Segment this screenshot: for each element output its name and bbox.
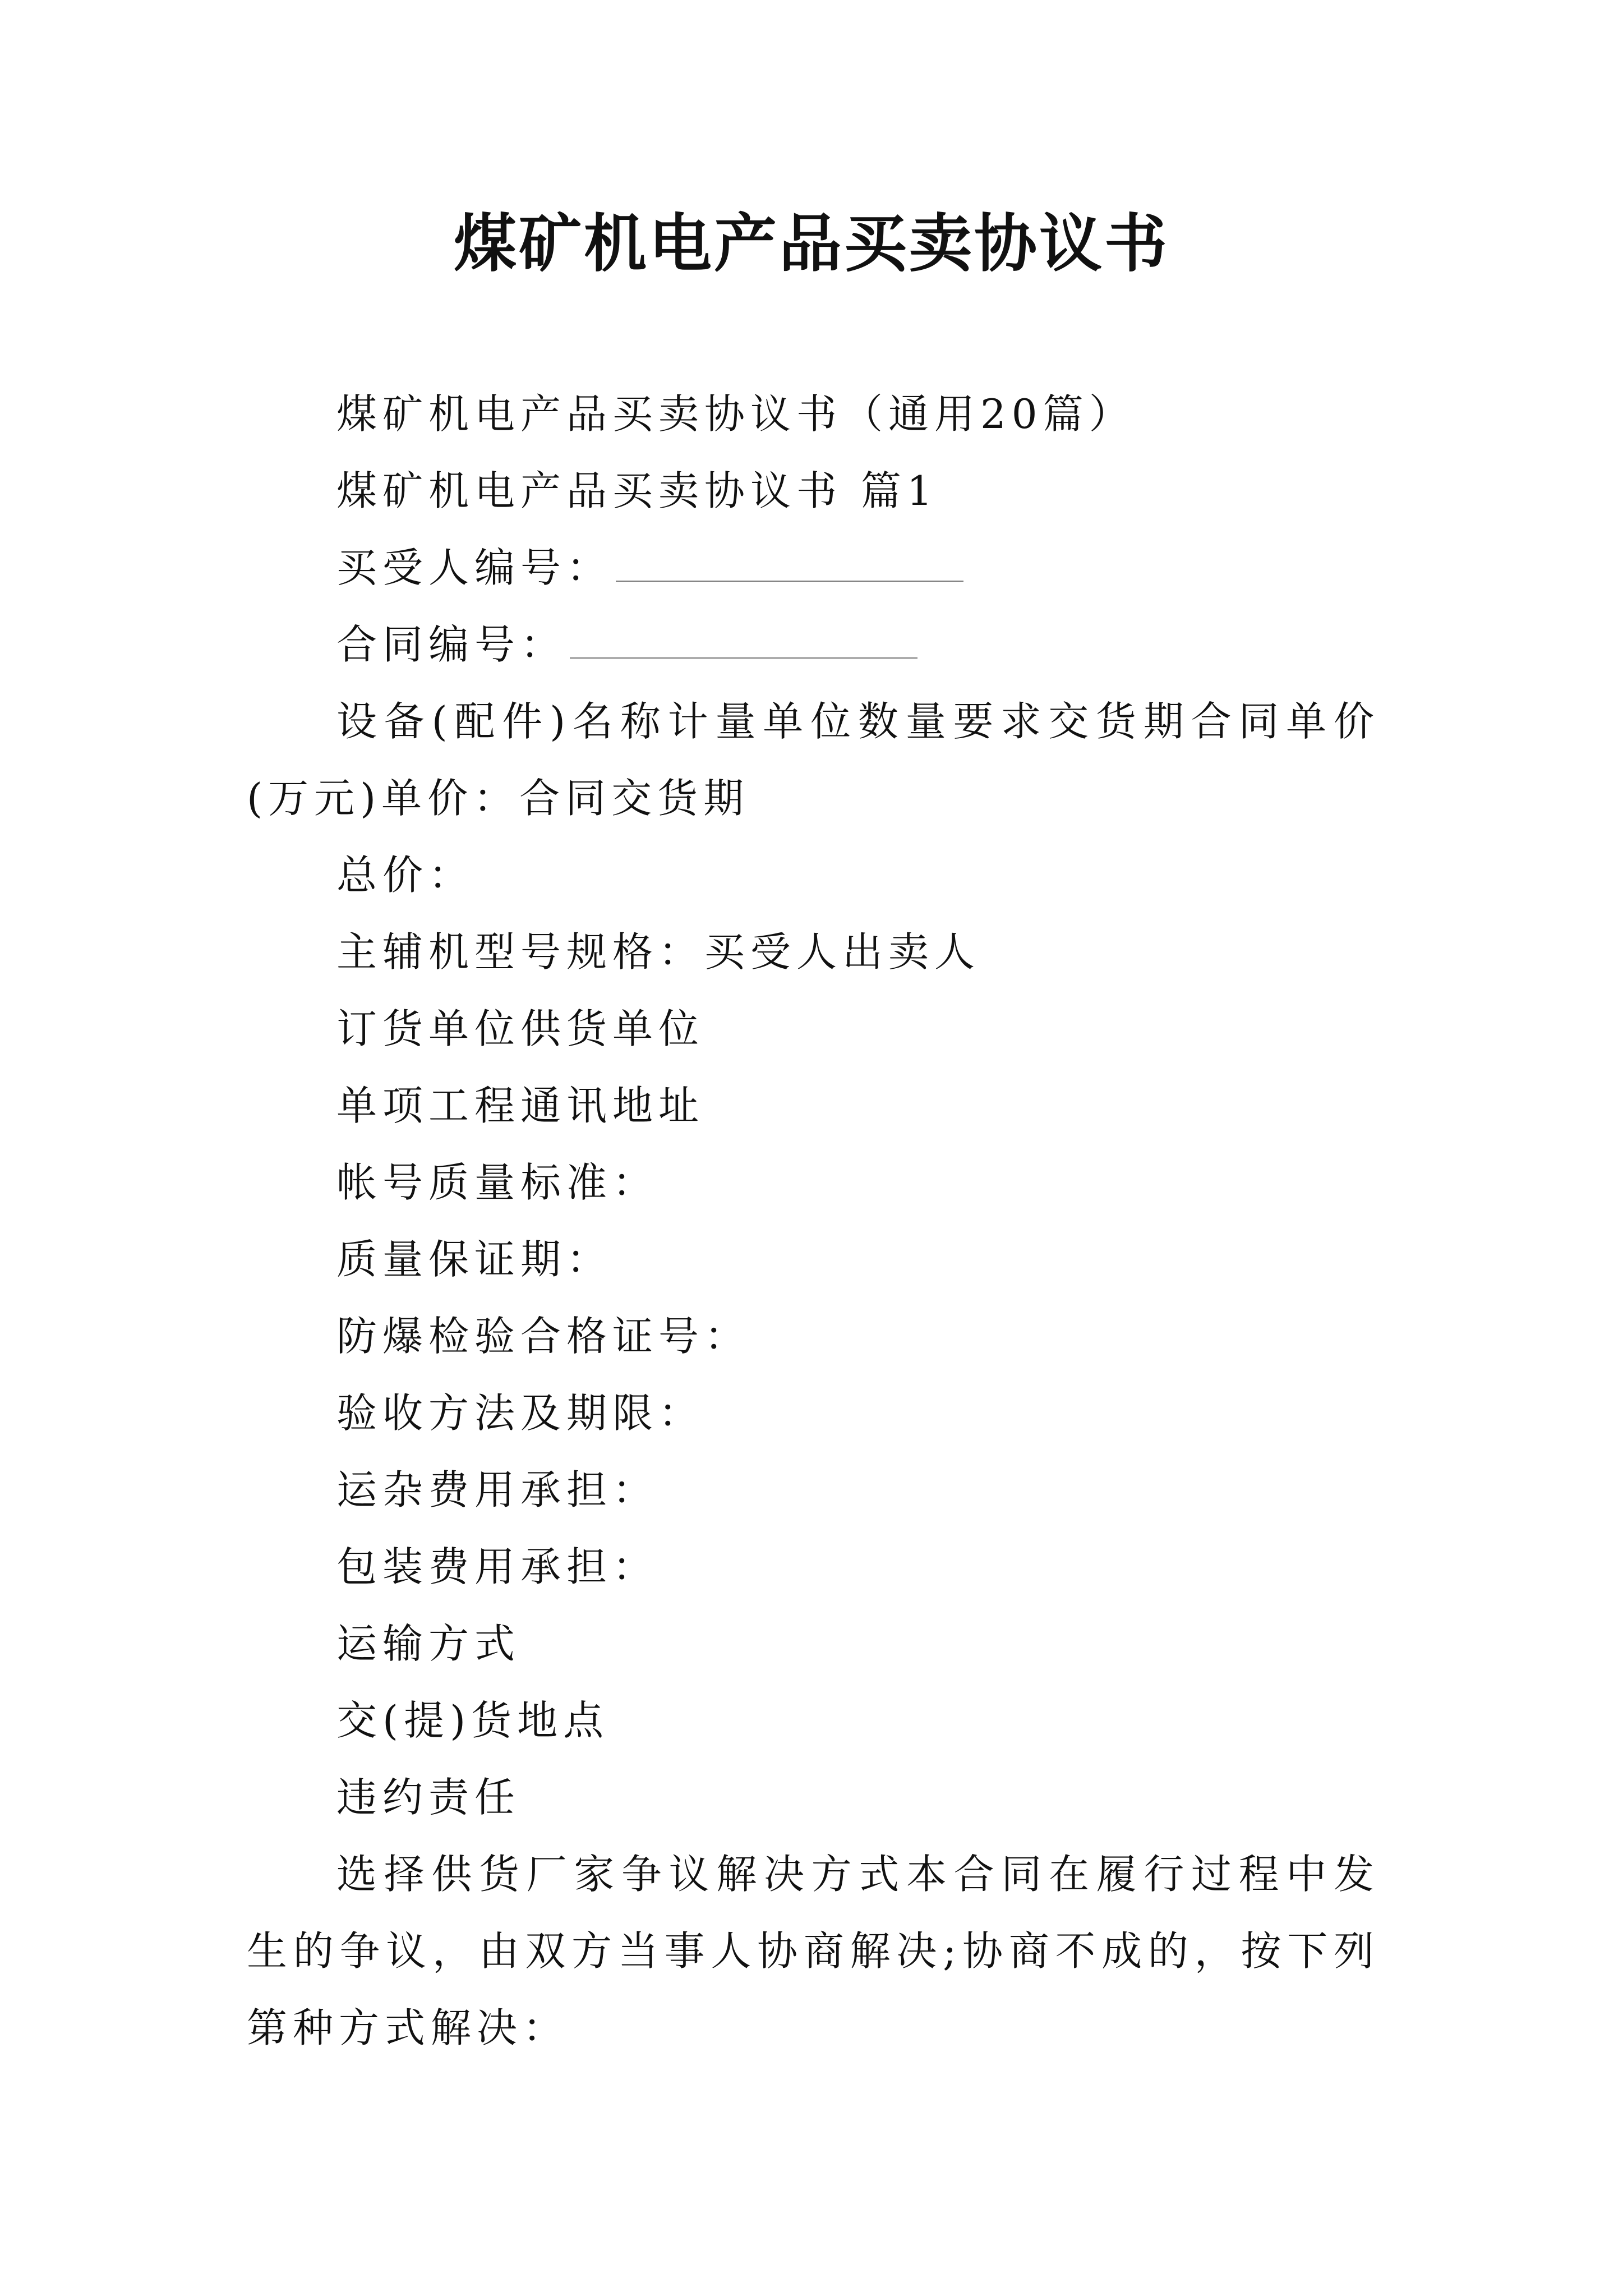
paragraph-explosion-proof: 防爆检验合格证号： [336, 1313, 751, 1360]
paragraph-total-price: 总价： [336, 852, 475, 899]
paragraph-project-address: 单项工程通讯地址 [336, 1082, 705, 1129]
document-subtitle: 煤矿机电产品买卖协议书（通用20篇） [336, 390, 1135, 438]
contract-number-label: 合同编号： [336, 621, 567, 668]
paragraph-packaging-cost: 包装费用承担： [336, 1543, 659, 1590]
paragraph-delivery-place: 交(提)货地点 [336, 1697, 610, 1744]
paragraph-dispute: 选择供货厂家争议解决方式本合同在履行过程中发生的争议，由双方当事人协商解决;协商不成的，按下列第种方式解决： [247, 1851, 1380, 2051]
document-body [247, 376, 1380, 2067]
buyer-number-blank [616, 541, 963, 582]
paragraph-equipment: 设备(配件)名称计量单位数量要求交货期合同单价(万元)单价：合同交货期 [247, 698, 1380, 822]
section-heading: 煤矿机电产品买卖协议书 篇1 [336, 467, 938, 514]
document-title: 煤矿机电产品买卖协议书 [454, 207, 1169, 280]
buyer-number-label: 买受人编号： [336, 544, 613, 591]
paragraph-transport-method: 运输方式 [336, 1620, 521, 1667]
paragraph-acceptance: 验收方法及期限： [336, 1389, 705, 1437]
paragraph-transport-cost: 运杂费用承担： [336, 1466, 659, 1513]
paragraph-liability: 违约责任 [336, 1774, 521, 1821]
paragraph-order-units: 订货单位供货单位 [336, 1005, 705, 1052]
paragraph-account-quality: 帐号质量标准： [336, 1159, 659, 1206]
contract-number-blank [570, 618, 917, 659]
buyer-number-line [247, 530, 1380, 606]
contract-number-line [247, 606, 1380, 683]
paragraph-warranty: 质量保证期： [336, 1236, 613, 1283]
paragraph-model-spec: 主辅机型号规格：买受人出卖人 [336, 928, 981, 976]
